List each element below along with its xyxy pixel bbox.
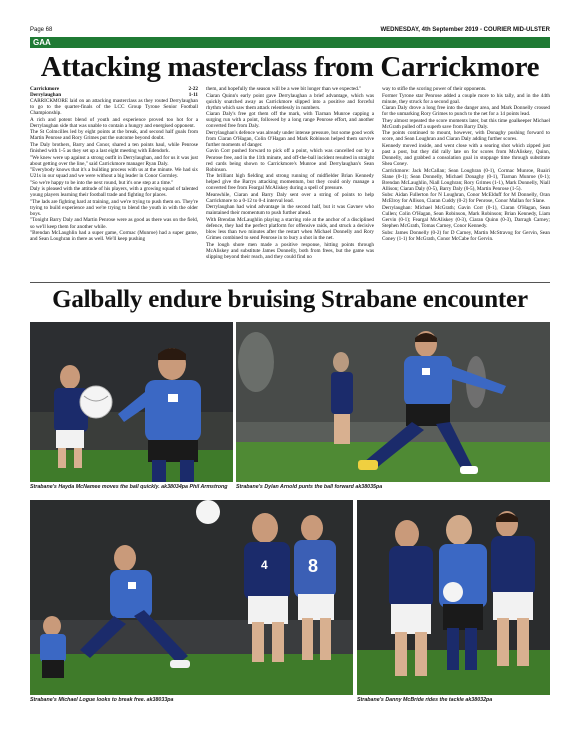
jersey-number-4: 4	[261, 558, 268, 572]
article-paragraph: them, and hopefully the season will be a wee bit longer than we expected."	[206, 86, 362, 92]
photo-danny-mcbride	[357, 500, 550, 695]
article-paragraph: "Everybody knows that it's a building process with us at the minute. We had six U21s in our squad and we were without a big leader in Conor Gormley.	[30, 167, 198, 180]
article-paragraph: The St Colmcilles led by eight points at the break, and second half goals from Martin Penrose and Rory Grimes put the outcome beyond doubt.	[30, 129, 198, 142]
page-header	[30, 26, 550, 36]
photo-michael-logue	[30, 500, 353, 695]
score-team: Derrylaughan	[30, 92, 62, 99]
photo-3-caption: Strabane's Michael Logue looks to break free. ak38033pa	[30, 697, 174, 703]
date-line: WEDNESDAY, 4th September 2019 - COURIER MID-ULSTER	[380, 27, 550, 33]
story1-column-1	[30, 86, 198, 276]
story1-column-3	[382, 86, 550, 276]
article-paragraph: Ciaran Daly's free got them off the mark, with Tiarnan Munroe capping a surging run with a point, followed by a long range Penrose effort, and another converted free from Daly.	[206, 111, 374, 130]
article-paragraph: With Brendan McLaughlin playing a starring role at the anchor of a disciplined defence, they had the perfect platform for offensive raids, and struck a decisive blow less than two minutes after the restart when Michael Donnelly and Rory Grimes combined to send Penrose in to bury a shot in the net.	[206, 216, 374, 242]
article-paragraph: CARRICKMORE laid on an attacking masterclass as they routed Derrylaughan to go to the quarter-finals of the LCC Group Tyrone Senior Football Championship.	[30, 98, 198, 117]
photo-1-image	[30, 322, 233, 482]
story1-body	[30, 86, 550, 276]
story1-column-2	[206, 86, 374, 276]
photo-2-caption: Strabane's Dylan Arnold punts the ball forward ak38035pa	[236, 484, 383, 490]
story1-headline: Attacking masterclass from Carrickmore	[40, 51, 540, 83]
photo-3-image	[30, 500, 353, 695]
jersey-number-8: 8	[308, 556, 319, 576]
photo-dylan-arnold	[236, 322, 550, 482]
article-paragraph: Daly is pleased with the attitude of his players, with a growing squad of talented young players learning their football trade and fighting for places.	[30, 186, 198, 199]
article-paragraph: The Daly brothers, Barry and Conor, shared a ten points haul, while Penrose finished with 1-5 as they set up a last eight meeting with Edendork.	[30, 141, 198, 154]
score-value: 2-22	[188, 86, 198, 92]
article-paragraph: Derrylaughan's defence was already under intense pressure, but some good work from Ciaran O'Hagan, Colin O'Hagan and Mark Robinson helped them survive further moments of danger.	[206, 129, 374, 148]
article-paragraph: "Brendan McLaughlin had a super game, Cormac (Munroe) had a super game, and Sean Loughran in there as well. We'll keep pushing	[30, 230, 198, 243]
article-paragraph: The points continued to mount, however, with Donaghy pushing forward to score, and Sean Loughran and Ciaran Daly adding further scores.	[382, 130, 550, 143]
photo-1-caption: Strabane's Hayda McNamee moves the ball quickly. ak38034pa Phil Armstrong	[30, 484, 228, 490]
article-paragraph: "Tonight Barry Daly and Martin Penrose were as good as there was on the field, so we'll keep them for another while.	[30, 217, 198, 230]
score-team: Carrickmore	[30, 86, 59, 92]
photo-4-caption: Strabane's Danny McBride rides the tackle ak38032pa	[357, 697, 493, 703]
story-divider	[30, 282, 550, 283]
article-paragraph: Ciaran Daly drove a long free into the danger area, and Mark Donnelly crossed for the unmarking Rory Grimes to punch to the net for a 14 points lead.	[382, 105, 550, 118]
article-paragraph: They almost repeated the score moments later, but this time goalkeeper Michael McGrath pulled off a superb save from Barry Daly.	[382, 117, 550, 130]
article-paragraph: Carrickmore: Jack McCallan; Sean Loughran (0-1), Cormac Munroe, Ruairi Slane (0-1); Sean Donnelly, Michael Donaghy (0-1), Tiarnan Munroe (0-1); Brendan McLaughlin, Niall Loughran; Rory Grimes (1-1), Mark Donnelly, Niall Allison; Ciaran Daly (0-5), Barry Daly (0-5), Martin Penrose (1-5).	[382, 167, 550, 192]
article-paragraph: The brilliant high fielding and strong running of midfielder Brian Kennedy helped give the Barrys attacking momentum, but they could only manage a converted free from Feargal McAliskey during a spell of pressure.	[206, 173, 374, 192]
article-paragraph: Former Tyrone star Penrose added a couple more to his tally, and in the 44th minute, they struck for a second goal.	[382, 92, 550, 105]
article-paragraph: Subs: James Donnelly (0-2) for D Carney, Martin McStravog for Gervin, Sean Coney (1-1) for McGrath, Conor McCabe for Gervin.	[382, 229, 550, 242]
article-paragraph: Derrylaughan had wind advantage in the second half, but it was Gavnev who maintained their momentum to push further ahead.	[206, 204, 374, 217]
article-paragraph: Derrylaughan: Michael McGrath; Gavin Corr (0-1), Ciaran O'Hagan, Sean Cullen; Colin O'Hagan, Sean Robinson, Mark Robinson; Brian Kennedy, Liam Gervin (0-1); Feargal McAliskey (0-3), Ciaran Quinn (0-3), Darragh Carney; Stephen McGrath, Tomas Carney, Conor Kennedy.	[382, 204, 550, 230]
article-paragraph: Subs: Aidan Fullerton for N Loughran, Conor McElduff for M Donnelly, Oran McElroy for Allison, Ciaran Cuddy (0-2) for Penrose, Conor Mallan for Slane.	[382, 192, 550, 205]
article-paragraph: A rich and potent blend of youth and experience proved too hot for a Derrylaughan side that was unable to contain a hungry and energised opponent.	[30, 116, 198, 129]
article-paragraph: "So we're happy to be into the next round, but it's one step at a time."	[30, 179, 174, 186]
story2-headline: Galbally endure bruising Strabane encounter	[52, 286, 528, 313]
score-value: 1-11	[188, 92, 198, 99]
section-label: GAA	[33, 38, 51, 47]
article-paragraph: Gavin Corr pushed forward to pick off a point, which was cancelled out by a Penrose free, and in the 11th minute, and off-the-ball incident resulted in straight red cards being shown to Carrickmore's Munroe and Derrylaughan's Sean Robinson.	[206, 148, 374, 173]
photo-4-image	[357, 500, 550, 695]
article-paragraph: Kennedy moved inside, and went close with a searing shot which zipped just past a post, but they did rally late on for scores from McAliskey, Quinn, Donnelly, and grabbed a consolation goal in stoppage time through substitute Shea Coney.	[382, 142, 550, 168]
article-paragraph: way to stifle the scoring power of their opponents.	[382, 86, 487, 92]
photo-hayda-mcnamee	[30, 322, 233, 482]
article-paragraph: "We knew were up against a strong outfit in Derrylaughan, and for us it was just about getting over the line," said Carrickmore manager Ryan Daly.	[30, 154, 198, 167]
article-paragraph: Ciaran Quinn's early point gave Derrylaughan a brief advantage, which was quickly snatched away as Carrickmore slipped into a positive and forceful rhythm which saw them attack relentlessly in numbers.	[206, 92, 374, 111]
section-band	[30, 37, 550, 48]
article-paragraph: "The lads are fighting hard at training, and we're trying to push them on. They're trying to build experience and we're trying to blend the youth in with the older boys.	[30, 198, 198, 217]
page-number: Page 68	[30, 27, 53, 33]
photo-2-image	[236, 322, 550, 482]
article-paragraph: Meanwhile, Ciaran and Barry Daly sent over a string of points to help Carrickmore to a 0-12 to 0-4 interval lead.	[206, 191, 374, 204]
article-paragraph: The lough shore men made a positive response, hitting points through McAliskey and substitute James Donnelly, both from frees, but the game was slipping beyond their reach, and they could find no	[206, 241, 374, 260]
